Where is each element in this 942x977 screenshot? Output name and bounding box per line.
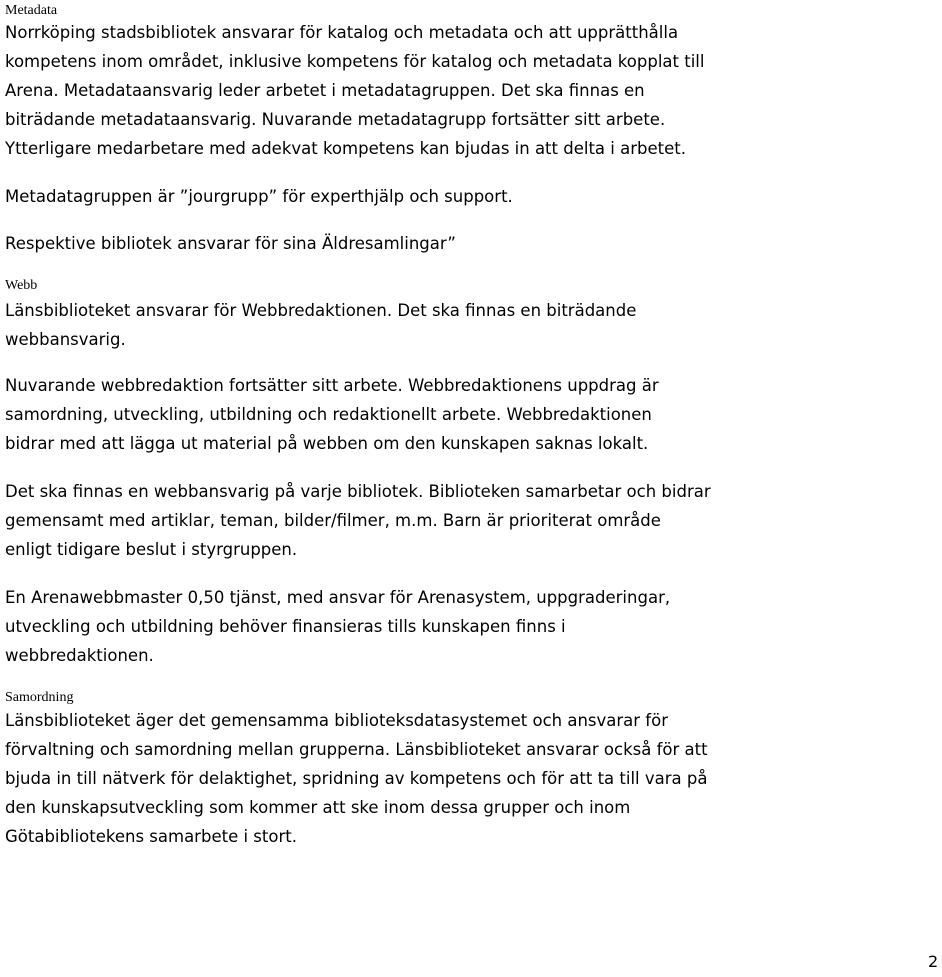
paragraph (5, 583, 835, 670)
text-line: webbansvarig. (5, 330, 126, 349)
paragraph (5, 477, 835, 564)
text-line: förvaltning och samordning mellan grupperna. Länsbiblioteket ansvarar också för att (5, 740, 708, 759)
text-line: Metadatagruppen är ”jourgrupp” för experthjälp och support. (5, 187, 513, 206)
text-line: Norrköping stadsbibliotek ansvarar för katalog och metadata och att upprätthålla (5, 23, 679, 42)
text-line: En Arenawebbmaster 0,50 tjänst, med ansvar för Arenasystem, uppgraderingar, (5, 588, 671, 607)
text-line: samordning, utveckling, utbildning och redaktionellt arbete. Webbredaktionen (5, 405, 652, 424)
text-line: kompetens inom området, inklusive kompetens för katalog och metadata kopplat till (5, 52, 705, 71)
text-line: Länsbiblioteket ansvarar för Webbredaktionen. Det ska finnas en biträdande (5, 301, 637, 320)
text-line: Ytterligare medarbetare med adekvat kompetens kan bjudas in att delta i arbetet. (5, 139, 686, 158)
text-line: Det ska finnas en webbansvarig på varje bibliotek. Biblioteken samarbetar och bidrar (5, 482, 711, 501)
page-number: 2 (928, 952, 939, 971)
text-line: bjuda in till nätverk för delaktighet, spridning av kompetens och för att ta till vara på (5, 769, 708, 788)
paragraph (5, 182, 835, 211)
text-line: biträdande metadataansvarig. Nuvarande metadatagrupp fortsätter sitt arbete. (5, 110, 666, 129)
paragraph (5, 706, 835, 851)
text-line: utveckling och utbildning behöver finansieras tills kunskapen finns i (5, 617, 566, 636)
paragraph (5, 371, 835, 458)
section-heading-metadata: Metadata (5, 3, 58, 18)
text-line: Götabibliotekens samarbete i stort. (5, 827, 297, 846)
paragraph (5, 18, 835, 163)
text-line: webbredaktionen. (5, 646, 154, 665)
section-heading-webb: Webb (5, 278, 38, 293)
text-line: den kunskapsutveckling som kommer att ske inom dessa grupper och inom (5, 798, 631, 817)
paragraph (5, 296, 835, 354)
text-line: bidrar med att lägga ut material på webben om den kunskapen saknas lokalt. (5, 434, 649, 453)
section-heading-samordning: Samordning (5, 690, 74, 705)
text-line: enligt tidigare beslut i styrgruppen. (5, 540, 298, 559)
text-line: Nuvarande webbredaktion fortsätter sitt arbete. Webbredaktionens uppdrag är (5, 376, 659, 395)
text-line: Arena. Metadataansvarig leder arbetet i metadatagruppen. Det ska finnas en (5, 81, 645, 100)
paragraph (5, 229, 835, 258)
text-line: Länsbiblioteket äger det gemensamma biblioteksdatasystemet och ansvarar för (5, 711, 668, 730)
text-line: Respektive bibliotek ansvarar för sina Äldresamlingar” (5, 234, 456, 253)
text-line: gemensamt med artiklar, teman, bilder/filmer, m.m. Barn är prioriterat område (5, 511, 661, 530)
